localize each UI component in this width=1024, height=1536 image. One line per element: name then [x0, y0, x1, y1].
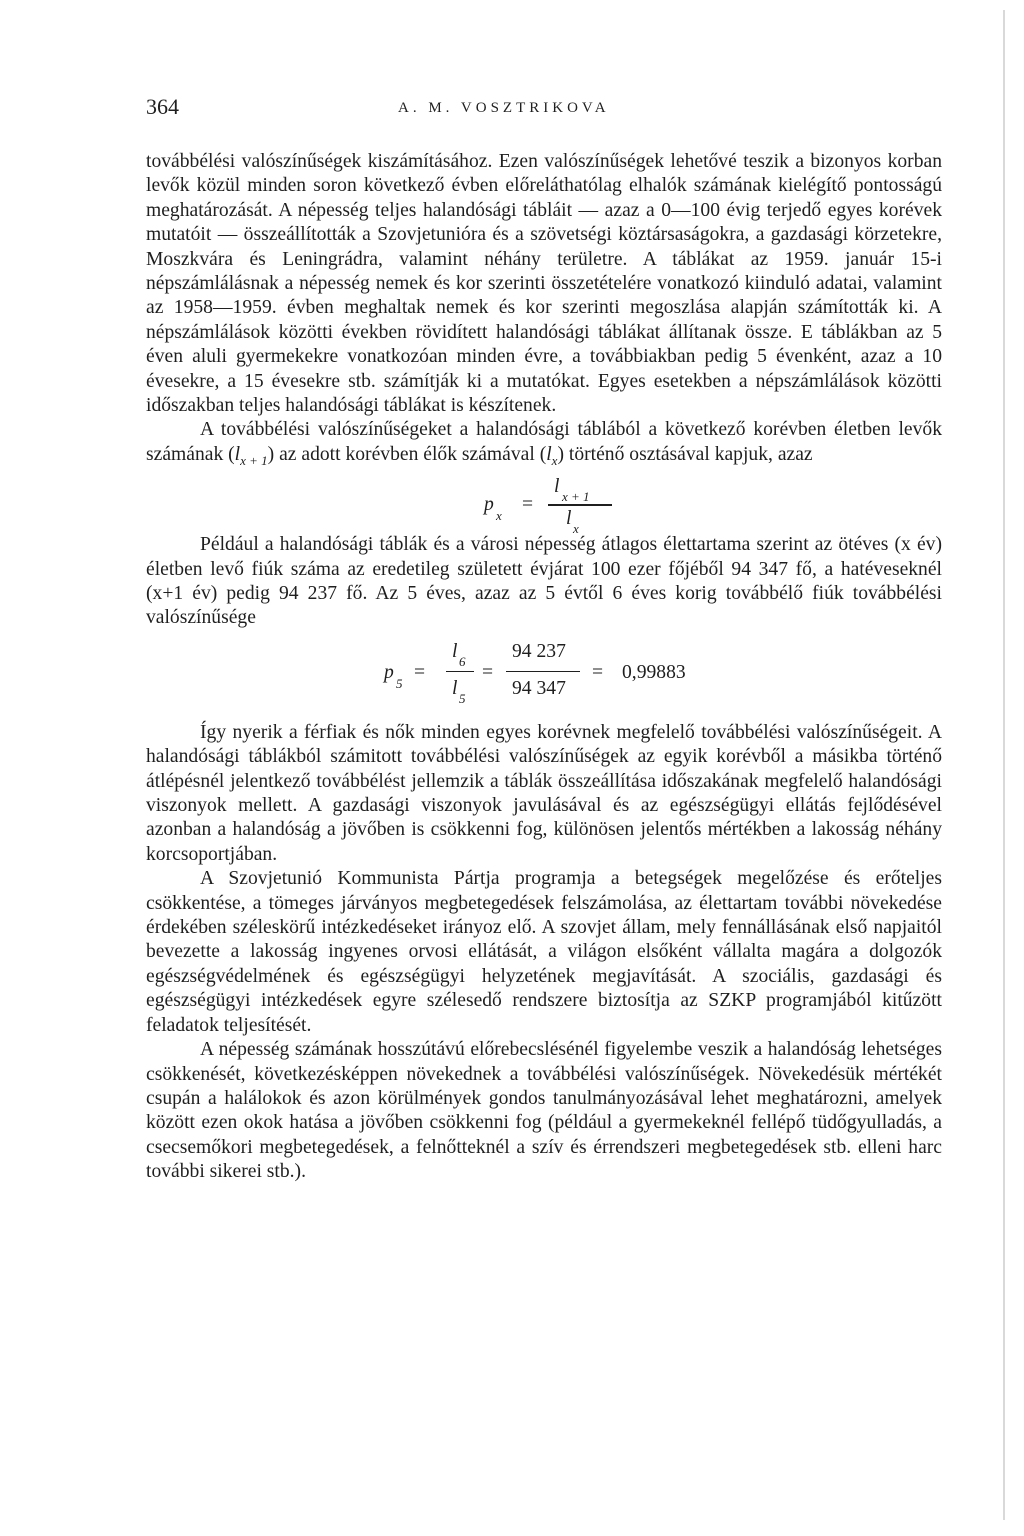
paragraph-6: A népesség számának hosszútávú előrebecslésénél figyelembe veszik a halandóság lehetséges csökkenését, következésképpen növekednek a továbbélési valószínűségek. Növekedésük mértékét csupán a halálokok és azon körülmények gondos tanulmányozásával lehet meghatározni, amelyek között ezen okok hatása a jövőben csökkenni fog (például a gyermekeknél fellépő tüdőgyulladás, a csecsemőkori megbetegedések, a felnőtteknél a szív és érrendszeri megbetegedések stb. elleni harc további sikerei stb.). — [146, 1039, 942, 1183]
formula2-lhs-sub: 5 — [396, 675, 403, 691]
formula-survival-probability — [146, 473, 942, 537]
formula2-equals-1: = — [414, 661, 426, 683]
formula2-denominator-value: 94 347 — [512, 677, 566, 699]
paragraph-2-part-1: A továbbélési valószínűségeket a halandósági táblából a következő korévben életben levők számának ( — [146, 419, 942, 465]
formula2-lhs: p — [384, 661, 394, 683]
formula-example-p5 — [146, 631, 942, 721]
formula1-equals: = — [522, 494, 534, 516]
formula2-denominator-sub: 5 — [459, 690, 466, 706]
paragraph-1: továbbélési valószínűségek kiszámításához. Ezen valószínűségek lehetővé teszik a bizonyos korban levők közül minden soron következő évben előreláthatólag elhalók számának kielégítő pontosságú meghatározását. A népesség teljes halandósági tábláit — azaz a 0—100 évig terjedő egyes korévek mutatóit — összeállították a Szovjetunióra és a szövetségi köztársaságokra, a gazdasági körzetekre, Moszkvára és Leningrádra, valamint néhány területre. A táblákat az 1959. január 15-i népszámlálásnak a népesség nemek és kor szerinti összetételére vonatkozó kiinduló adatai, valamint az 1958—1959. évben meghaltak nemek és kor szerinti megoszlása alapján számították ki. A népszámlálások közötti években rövidített halandósági táblákat állítanak össze. E táblákban az 5 éven aluli gyermekekre vonatkozóan minden évre, a továbbiakban pedig 5 évenként, azaz a 10 évesekre, a 15 évesekre stb. számítják ki a mutatókat. Egyes esetekben a népszámlálások közötti időszakban teljes halandósági táblákat is készítenek. — [146, 151, 942, 417]
page-edge-line — [1003, 10, 1005, 1520]
formula2-result: 0,99883 — [622, 661, 686, 683]
symbol-l-x-plus-1: l — [234, 443, 241, 465]
paragraph-2 — [146, 418, 942, 473]
symbol-l-x: l — [546, 443, 552, 465]
book-page — [146, 94, 942, 1185]
paragraph-2-part-2: ) az adott korévben élők számával ( — [267, 443, 547, 465]
paragraph-4: Így nyerik a férfiak és nők minden egyes korévnek megfelelő továbbélési valószínűségeit. A halandósági táblákból számitott továbbélési valószínűségek az egyik korévből a másikba történő átlépésnél jelentkező továbbélést jellemzik a táblák összeállítása időszakának megfelelő halandósági viszonyok mellett. A gazdasági viszonyok javulásával és az egészségügyi ellátás fejlődésével azonban a halandóság a jövőben is csökkenni fog, különösen jelentős mértékben a lakosság néhány korcsoportjában. — [146, 721, 942, 865]
formula1-fraction-bar — [548, 504, 612, 506]
formula1-lhs-sub: x — [496, 508, 502, 524]
formula1-numerator-sub: x + 1 — [562, 489, 590, 505]
paragraph-5: A Szovjetunió Kommunista Pártja programja a betegségek megelőzése és erőteljes csökkentése, a tömeges járványos megbetegedések felszámolása, az élettartam további növekedése érdekében széleskörű intézkedéseket irányoz elő. A szovjet állam, mely fennállásának első napjaitól bevezette a lakosság ingyenes orvosi ellátását, a világon elsőként vállalta magára a dolgozók egészségvédelmének és egészségügyi helyzetének megjavítását. A szociális, gazdasági és egészségügyi intézkedések egyre szélesedő rendszere biztosítja az SZKP programjából kitűzött feladatok teljesítését. — [146, 868, 942, 1036]
symbol-l-x-plus-1-sub: x + 1 — [240, 452, 268, 468]
paragraph-2-part-3: ) történő osztásával kapjuk, azaz — [557, 443, 813, 465]
formula2-equals-3: = — [592, 661, 604, 683]
formula2-fraction-bar-2 — [506, 671, 580, 673]
page-number: 364 — [146, 94, 179, 119]
formula2-denominator: l — [452, 677, 458, 699]
body-text — [146, 150, 942, 1185]
paragraph-3: Például a halandósági táblák és a városi népesség átlagos élettartama szerint az ötéves (x év) életben levő fiúk száma az eredetileg született évjárat 100 ezer főjéből 94 347 fő, a hatéveseknél (x+1 év) pedig 94 237 fő. Az 5 éves, azaz az 5 évtől 6 éves korig továbbélő fiúk továbbélési valószínűsége — [146, 534, 942, 629]
formula1-denominator: l — [566, 508, 572, 530]
formula2-equals-2: = — [482, 661, 494, 683]
formula2-numerator: l — [452, 640, 458, 662]
formula2-numerator-sub: 6 — [459, 653, 466, 669]
formula1-numerator: l — [554, 476, 560, 498]
formula1-lhs: p — [484, 494, 494, 516]
symbol-l-x-sub: x — [551, 452, 558, 468]
formula1-denominator-sub: x — [573, 521, 579, 537]
page-header — [146, 94, 942, 134]
running-head: A. M. VOSZTRIKOVA — [398, 100, 610, 116]
formula2-fraction-bar-1 — [446, 671, 474, 673]
formula2-numerator-value: 94 237 — [512, 640, 566, 662]
